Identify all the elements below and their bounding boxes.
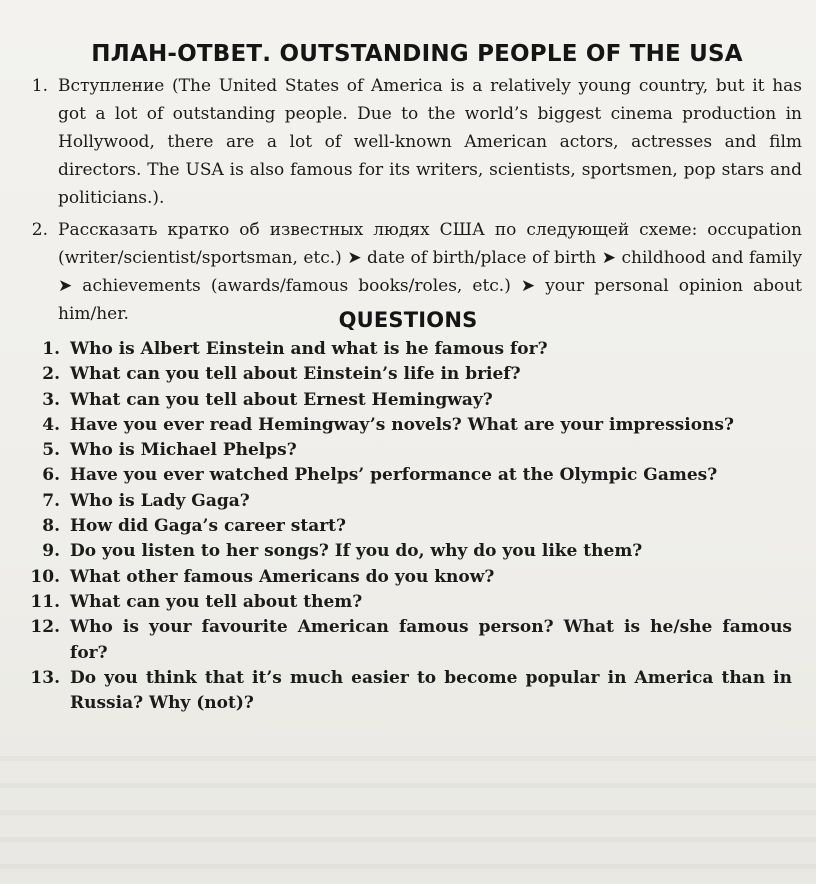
question-text: Have you ever watched Phelps’ performance at the Olympic Games? <box>70 465 718 486</box>
question-text: Do you think that it’s much easier to become popular in America than in Russia? Why (not)? <box>70 667 792 714</box>
question-text: What can you tell about Einstein’s life in brief? <box>70 364 521 385</box>
question-number: 3. <box>42 389 60 410</box>
question-item <box>22 362 792 387</box>
question-number: 13. <box>30 667 60 688</box>
question-number: 8. <box>42 516 60 537</box>
question-item <box>22 666 792 717</box>
plan-item-text: Вступление (The United States of America is a relatively young country, but it has got a lot of outstanding people. Due to the world’s biggest cinema production in Hollywood, there are a lot of well-known American actors, actresses and film directors. The USA is also famous for its writers, scientists, sportsmen, pop stars and politicians.). <box>58 76 802 208</box>
question-text: Who is Lady Gaga? <box>70 490 250 511</box>
question-text: What can you tell about them? <box>70 591 363 612</box>
question-text: How did Gaga’s career start? <box>70 516 346 537</box>
question-text: Have you ever read Hemingway’s novels? What are your impressions? <box>70 414 734 435</box>
question-number: 10. <box>30 566 60 587</box>
question-text: Who is your favourite American famous person? What is he/she famous for? <box>70 617 792 663</box>
question-item <box>22 565 792 590</box>
question-text: Who is Albert Einstein and what is he famous for? <box>70 339 548 359</box>
questions-list <box>22 337 792 716</box>
plan-item-number: 2. <box>31 220 48 240</box>
question-item <box>22 615 792 666</box>
question-number: 2. <box>42 364 60 385</box>
question-text: What can you tell about Ernest Hemingway? <box>70 389 493 410</box>
question-text: Do you listen to her songs? If you do, why do you like them? <box>70 541 643 562</box>
question-number: 12. <box>30 617 60 638</box>
plan-list <box>22 72 802 332</box>
question-text: Who is Michael Phelps? <box>70 440 297 461</box>
question-number: 9. <box>42 541 60 562</box>
question-number: 1. <box>42 339 60 359</box>
question-item <box>22 539 792 564</box>
question-item <box>22 489 792 514</box>
question-number: 7. <box>42 490 60 511</box>
questions-heading: QUESTIONS <box>338 308 478 332</box>
question-text: What other famous Americans do you know? <box>70 566 495 587</box>
question-number: 4. <box>42 414 60 435</box>
question-item <box>22 514 792 539</box>
question-item <box>22 388 792 413</box>
page-title: ПЛАН-ОТВЕТ. OUTSTANDING PEOPLE OF THE USA <box>91 41 743 67</box>
question-item <box>22 337 792 362</box>
question-item <box>22 438 792 463</box>
question-item <box>22 463 792 488</box>
question-item <box>22 590 792 615</box>
question-number: 5. <box>42 440 60 461</box>
question-number: 11. <box>30 591 60 612</box>
plan-item-number: 1. <box>31 76 48 96</box>
question-item <box>22 413 792 438</box>
plan-item <box>22 72 802 212</box>
plan-item-text: Рассказать кратко об известных людях США по следующей схеме: occupation (writer/scientist/sportsman, etc.) ➤ date of birth/place of birth ➤ childhood and family ➤ achievements (awards/famous books/roles, etc.) ➤ your personal opinion about him/her. <box>58 220 802 324</box>
bleed-through-background <box>0 734 816 884</box>
question-number: 6. <box>42 465 60 486</box>
